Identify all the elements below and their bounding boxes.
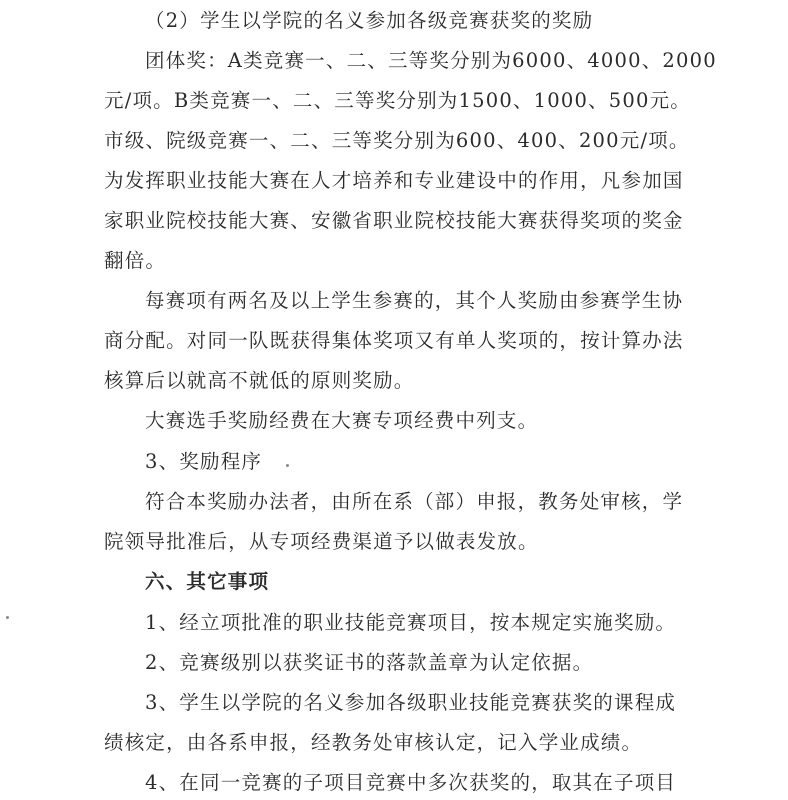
paragraph-line: 商分配。对同一队既获得集体奖项又有单人奖项的，按计算办法 — [104, 329, 684, 352]
paragraph-line: 每赛项有两名及以上学生参赛的，其个人奖励由参赛学生协 — [145, 289, 684, 312]
paragraph-line: 核算后以就高不就低的原则奖励。 — [104, 369, 415, 392]
list-item: 1、经立项批准的职业技能竞赛项目，按本规定实施奖励。 — [145, 611, 677, 634]
paragraph-line: 大赛选手奖励经费在大赛专项经费中列支。 — [145, 409, 539, 432]
paragraph-line: 院领导批准后，从专项经费渠道予以做表发放。 — [104, 530, 539, 553]
scan-speck — [286, 464, 289, 467]
paragraph-line: 翻倍。 — [104, 249, 167, 272]
section-heading-other-matters: 六、其它事项 — [145, 570, 270, 593]
list-item: 2、竞赛级别以获奖证书的落款盖章为认定依据。 — [145, 651, 594, 674]
subsection-heading-student-awards: （2）学生以学院的名义参加各级竞赛获奖的奖励 — [145, 9, 594, 32]
paragraph-line: 市级、院级竞赛一、二、三等奖分别为600、400、200元/项。 — [104, 129, 690, 152]
paragraph-line: 绩核定，由各系申报，经教务处审核认定，记入学业成绩。 — [104, 731, 643, 754]
paragraph-line: 符合本奖励办法者，由所在系（部）申报，教务处审核，学 — [145, 490, 684, 513]
paragraph-line: 团体奖：A类竞赛一、二、三等奖分别为6000、4000、2000 — [145, 49, 717, 72]
scan-speck — [6, 616, 9, 619]
paragraph-line: 元/项。B类竞赛一、二、三等奖分别为1500、1000、500元。 — [104, 89, 691, 112]
list-item: 3、学生以学院的名义参加各级职业技能竞赛获奖的课程成 — [145, 691, 677, 714]
subsection-heading-award-procedure: 3、奖励程序 — [145, 450, 263, 473]
list-item: 4、在同一竞赛的子项目竞赛中多次获奖的，取其在子项目 — [145, 771, 677, 794]
paragraph-line: 家职业院校技能大赛、安徽省职业院校技能大赛获得奖项的奖金 — [104, 209, 684, 232]
paragraph-line: 为发挥职业技能大赛在人才培养和专业建设中的作用，凡参加国 — [104, 169, 684, 192]
